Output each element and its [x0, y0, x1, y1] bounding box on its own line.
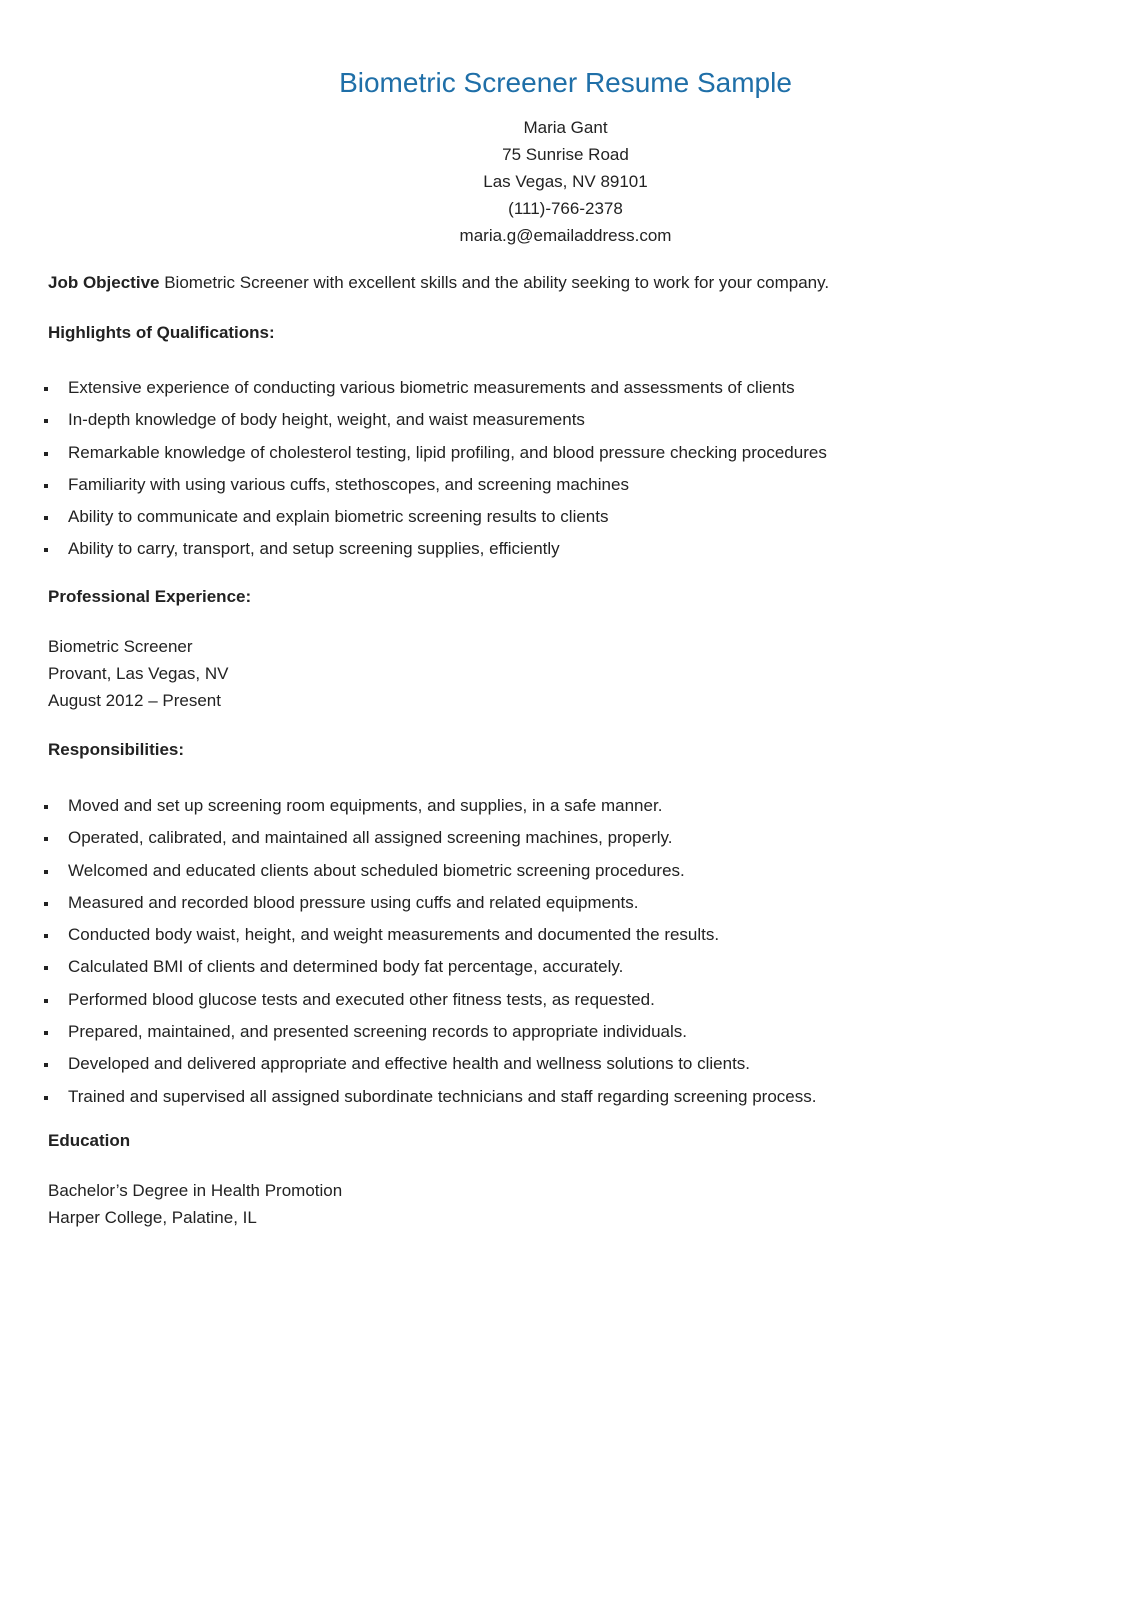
bullet-icon — [44, 902, 48, 906]
bullet-icon — [44, 966, 48, 970]
list-item — [42, 1016, 1092, 1048]
list-item-text: Trained and supervised all assigned subordinate technicians and staff regarding screening process. — [68, 1086, 817, 1106]
list-item-text: Measured and recorded blood pressure using cuffs and related equipments. — [68, 892, 639, 912]
contact-street: 75 Sunrise Road — [502, 145, 629, 164]
list-item-text: Performed blood glucose tests and executed other fitness tests, as requested. — [68, 989, 655, 1009]
list-item — [42, 822, 1092, 854]
list-item — [42, 790, 1092, 822]
bullet-icon — [44, 805, 48, 809]
bullet-icon — [44, 548, 48, 552]
bullet-icon — [44, 484, 48, 488]
list-item-text: Conducted body waist, height, and weight measurements and documented the results. — [68, 925, 720, 945]
education-details — [48, 1177, 1088, 1231]
job-title: Biometric Screener — [48, 637, 193, 656]
bullet-icon — [44, 870, 48, 874]
bullet-icon — [44, 837, 48, 841]
list-item-text: Moved and set up screening room equipments, and supplies, in a safe manner. — [68, 796, 663, 815]
list-item-text: Calculated BMI of clients and determined body fat percentage, accurately. — [68, 957, 624, 977]
contact-phone: (111)-766-2378 — [508, 199, 623, 218]
page-title: Biometric Screener Resume Sample — [339, 67, 792, 98]
list-item-text: Operated, calibrated, and maintained all assigned screening machines, properly. — [68, 828, 673, 848]
list-item — [42, 951, 1092, 983]
list-item-text: Extensive experience of conducting various biometric measurements and assessments of clients — [68, 378, 795, 397]
list-item-text: Ability to communicate and explain biometric screening results to clients — [68, 507, 609, 527]
list-item-text: Familiarity with using various cuffs, stethoscopes, and screening machines — [68, 474, 629, 494]
list-item-text: Ability to carry, transport, and setup screening supplies, efficiently — [68, 539, 560, 559]
list-item-text: Welcomed and educated clients about scheduled biometric screening procedures. — [68, 860, 685, 880]
highlights-heading: Highlights of Qualifications: — [48, 323, 275, 342]
responsibilities-list — [42, 790, 1092, 1113]
company: Provant, Las Vegas, NV — [48, 664, 229, 683]
list-item — [42, 501, 1092, 533]
list-item — [42, 1048, 1092, 1080]
job-objective-label: Job Objective — [48, 273, 160, 292]
list-item — [42, 887, 1092, 919]
job-objective-text: Biometric Screener with excellent skills and the ability seeking to work for your company. — [159, 273, 830, 292]
list-item-text: Prepared, maintained, and presented screening records to appropriate individuals. — [68, 1022, 687, 1042]
list-item — [42, 1081, 1092, 1113]
education-heading: Education — [48, 1131, 131, 1150]
bullet-icon — [44, 1063, 48, 1067]
list-item — [42, 372, 1092, 404]
list-item — [42, 533, 1092, 565]
list-item — [42, 919, 1092, 951]
degree: Bachelor’s Degree in Health Promotion — [48, 1181, 343, 1200]
list-item — [42, 404, 1092, 436]
highlights-list — [42, 372, 1092, 566]
experience-details — [48, 633, 1088, 714]
school: Harper College, Palatine, IL — [48, 1208, 257, 1227]
job-objective — [48, 269, 1088, 296]
bullet-icon — [44, 419, 48, 423]
list-item — [42, 469, 1092, 501]
bullet-icon — [44, 452, 48, 456]
contact-block — [0, 114, 1131, 249]
contact-email: maria.g@emailaddress.com — [459, 226, 672, 245]
bullet-icon — [44, 387, 48, 391]
responsibilities-heading: Responsibilities: — [48, 740, 185, 759]
list-item-text: In-depth knowledge of body height, weight, and waist measurements — [68, 410, 585, 430]
list-item — [42, 855, 1092, 887]
contact-name: Maria Gant — [523, 118, 608, 137]
bullet-icon — [44, 1096, 48, 1100]
contact-city: Las Vegas, NV 89101 — [483, 172, 648, 191]
list-item-text: Developed and delivered appropriate and effective health and wellness solutions to clients. — [68, 1054, 751, 1074]
list-item — [42, 437, 1092, 469]
job-dates: August 2012 – Present — [48, 691, 221, 710]
bullet-icon — [44, 1031, 48, 1035]
bullet-icon — [44, 516, 48, 520]
experience-heading: Professional Experience: — [48, 587, 252, 606]
list-item — [42, 984, 1092, 1016]
bullet-icon — [44, 934, 48, 938]
list-item-text: Remarkable knowledge of cholesterol testing, lipid profiling, and blood pressure checking procedures — [68, 442, 827, 462]
bullet-icon — [44, 999, 48, 1003]
